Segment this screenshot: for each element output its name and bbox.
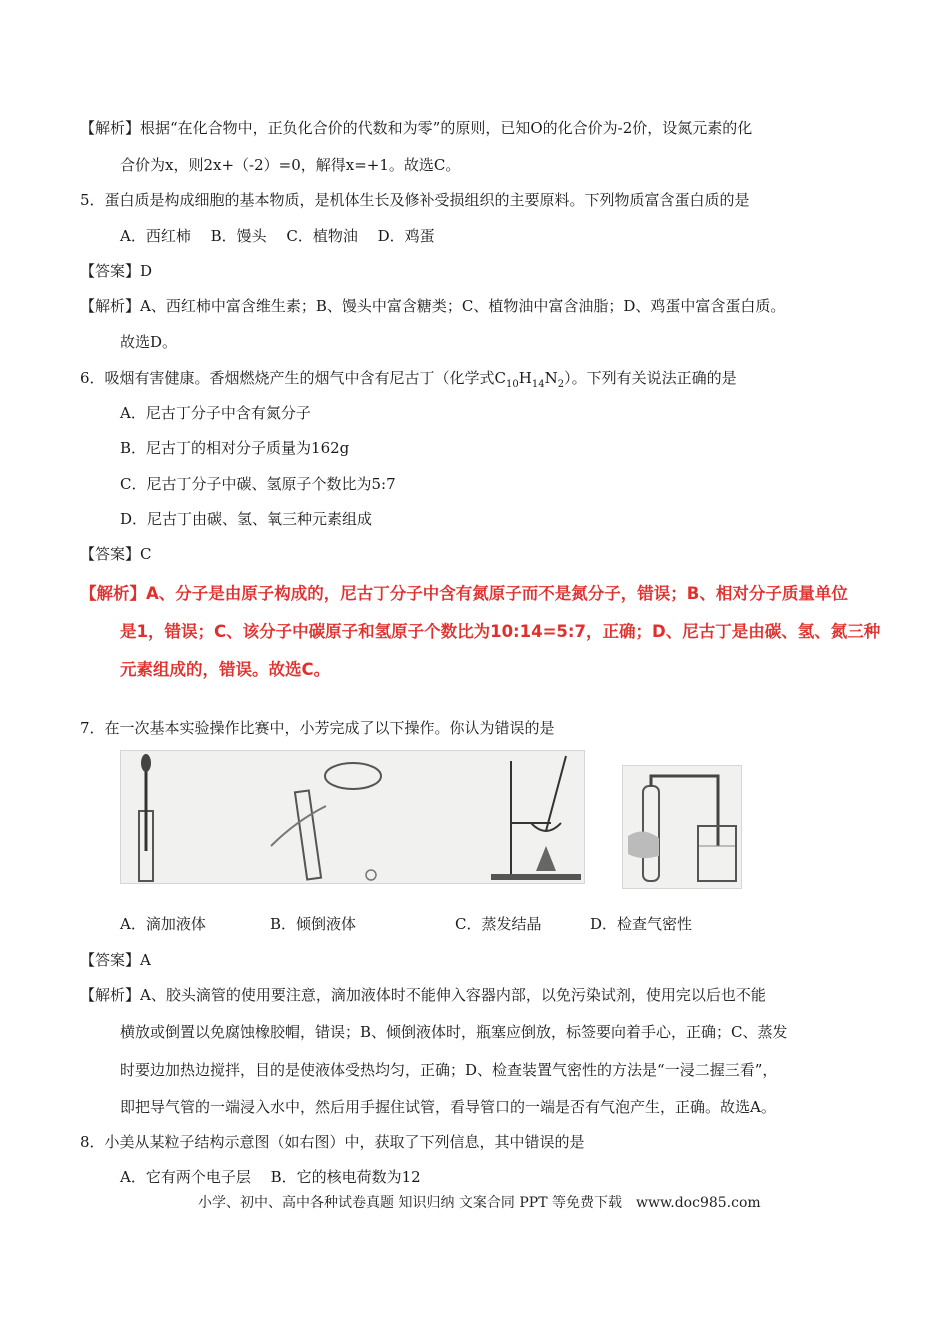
q8-stem: 8．小美从某粒子结构示意图（如右图）中，获取了下列信息，其中错误的是: [80, 1133, 585, 1151]
q6-stem-part: H: [518, 369, 532, 387]
q5-analysis-line-1: 【解析】A、西红柿中富含维生素；B、馒头中富含糖类；C、植物油中富含油脂；D、鸡蛋中富含蛋白质。: [80, 297, 786, 315]
q7-analysis-line-4: 即把导气管的一端浸入水中，然后用手握住试管，看导管口的一端是否有气泡产生，正确。故选A。: [120, 1098, 776, 1116]
airtightness-figure: [622, 765, 742, 889]
q4-analysis-line-1: 【解析】根据“在化合物中，正负化合价的代数和为零”的原则，已知O的化合价为-2价，设氮元素的化: [80, 119, 753, 137]
q6-stem-part: N: [544, 369, 558, 387]
q7-answer: 【答案】A: [80, 951, 151, 969]
q6-option-a: A．尼古丁分子中含有氮分子: [120, 404, 311, 422]
q6-analysis-line-3: 元素组成的，错误。故选C。: [120, 660, 331, 679]
q6-stem-part: 6．吸烟有害健康。香烟燃烧产生的烟气中含有尼古丁（化学式C: [80, 369, 507, 387]
q7-analysis-line-3: 时要边加热边搅拌，目的是使液体受热均匀，正确；D、检查装置气密性的方法是“一浸二握三看”，: [120, 1061, 778, 1079]
formula-subscript: 2: [557, 379, 565, 390]
q6-stem: [80, 368, 737, 395]
q6-answer: 【答案】C: [80, 545, 152, 563]
q6-analysis-line-1: 【解析】A、分子是由原子构成的，尼古丁分子中含有氮原子而不是氮分子，错误；B、相对分子质量单位: [80, 584, 848, 603]
q7-option-d: D．检查气密性: [590, 915, 693, 933]
q5-analysis-line-2: 故选D。: [120, 333, 178, 351]
page-footer: 小学、初中、高中各种试卷真题 知识归纳 文案合同 PPT 等免费下载 www.doc985.com: [198, 1195, 761, 1211]
q5-answer: 【答案】D: [80, 262, 153, 280]
q6-analysis-line-2: 是1，错误；C、该分子中碳原子和氢原子个数比为10:14=5:7，正确；D、尼古丁是由碳、氢、氮三种: [120, 622, 881, 641]
airtightness-drawing: [623, 766, 741, 888]
formula-subscript: 10: [506, 379, 519, 390]
q6-option-c: C．尼古丁分子中碳、氢原子个数比为5:7: [120, 475, 396, 493]
lab-operations-figure: [120, 750, 585, 884]
q4-analysis-line-2: 合价为x，则2x+（-2）=0，解得x=+1。故选C。: [120, 156, 461, 174]
q7-stem: 7．在一次基本实验操作比赛中，小芳完成了以下操作。你认为错误的是: [80, 719, 555, 737]
q7-option-a: A．滴加液体: [120, 915, 206, 933]
q5-stem: 5．蛋白质是构成细胞的基本物质，是机体生长及修补受损组织的主要原料。下列物质富含蛋白质的是: [80, 191, 750, 209]
q7-option-c: C．蒸发结晶: [455, 915, 542, 933]
formula-subscript: 14: [531, 379, 545, 390]
q6-option-b: B．尼古丁的相对分子质量为162g: [120, 439, 350, 457]
lab-operations-drawing: [121, 751, 584, 883]
q5-options: A．西红柿 B．馒头 C．植物油 D．鸡蛋: [120, 227, 435, 245]
q7-analysis-line-2: 横放或倒置以免腐蚀橡胶帽，错误；B、倾倒液体时，瓶塞应倒放，标签要向着手心，正确；C、蒸发: [120, 1023, 788, 1041]
q6-stem-part: ）。下列有关说法正确的是: [564, 369, 737, 387]
q8-options: A．它有两个电子层 B．它的核电荷数为12: [120, 1168, 421, 1186]
q7-analysis-line-1: 【解析】A、胶头滴管的使用要注意，滴加液体时不能伸入容器内部，以免污染试剂，使用完以后也不能: [80, 986, 766, 1004]
q7-option-b: B．倾倒液体: [270, 915, 357, 933]
q6-option-d: D．尼古丁由碳、氢、氧三种元素组成: [120, 510, 373, 528]
